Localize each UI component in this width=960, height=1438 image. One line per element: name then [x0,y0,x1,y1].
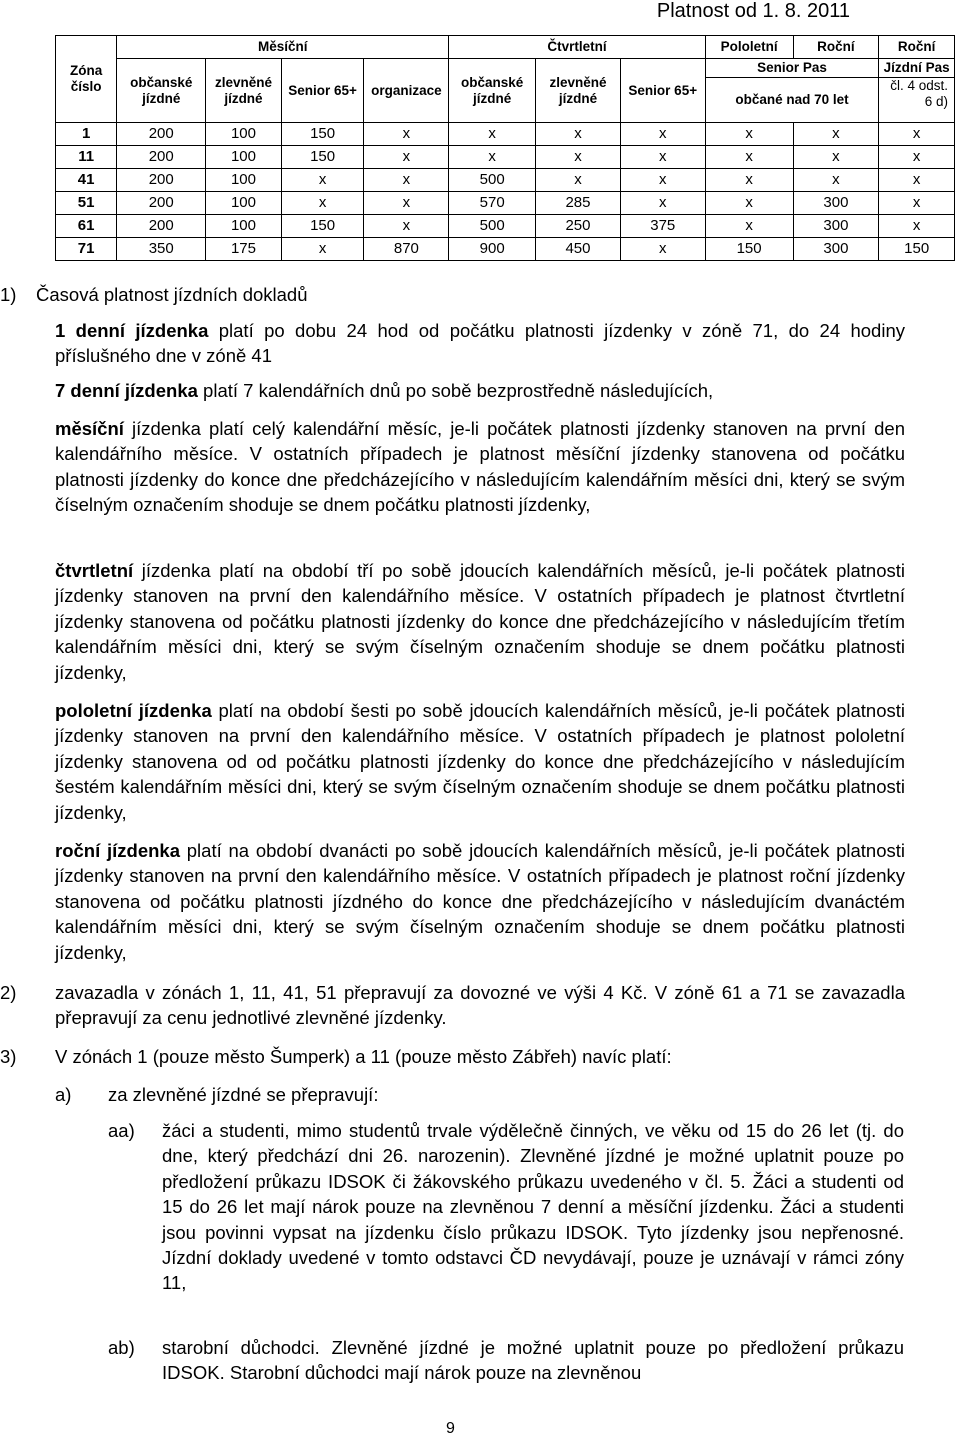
price-cell: 500 [449,169,536,192]
day-ticket-paragraph [55,318,905,369]
zone-cell: 11 [56,146,117,169]
section-1-number: 1) [0,284,17,305]
table-row [56,215,955,238]
section-1-title: Časová platnost jízdních dokladů [36,284,308,305]
price-cell: 100 [206,123,282,146]
zone-cell: 1 [56,123,117,146]
price-cell: x [705,192,793,215]
price-cell: x [281,238,364,261]
price-cell: x [620,192,705,215]
quarterly-ticket-term: čtvrtletní [55,560,134,581]
zone-header: Zóna číslo [56,36,117,123]
price-cell: 570 [449,192,536,215]
price-cell: x [364,169,449,192]
price-cell: x [879,169,955,192]
price-cell: x [620,123,705,146]
price-cell: 350 [117,238,206,261]
price-cell: 500 [449,215,536,238]
price-cell: x [364,215,449,238]
price-cell: 300 [793,215,879,238]
tariff-table [55,35,955,261]
price-cell: 150 [281,146,364,169]
zone-cell: 61 [56,215,117,238]
price-cell: x [879,192,955,215]
price-cell: x [879,123,955,146]
price-cell: 100 [206,146,282,169]
yearly-header: Roční [793,36,879,59]
day-ticket-text: platí po dobu 24 hod od počátku platnosti jízdenky v zóně 71, do 24 hodiny příslušného dne v zóně 41 [55,320,905,367]
monthly-ticket-paragraph [55,416,905,518]
price-cell: 285 [536,192,621,215]
m-org-header: organizace [364,59,449,123]
halfyear-ticket-paragraph [55,698,905,825]
halfyear-header: Pololetní [705,36,793,59]
halfyear-ticket-term: pololetní jízdenka [55,700,212,721]
price-cell: x [281,169,364,192]
price-cell: x [364,123,449,146]
price-cell: x [281,192,364,215]
table-row [56,192,955,215]
table-sub-header-row [56,59,955,78]
day-ticket-term: 1 denní jízdenka [55,320,209,341]
price-cell: x [705,215,793,238]
section-1-heading [0,282,308,307]
page-number: 9 [446,1420,455,1437]
price-cell: x [536,146,621,169]
item-aa-text: žáci a studenti, mimo studentů trvale výdělečně činných, ve věku od 15 do 26 let (tj. do dne, který předchází dni 26. narozenin). Zlevněné jízdné je možné uplatnit pouze po předložení průkazu IDSOK či žákovského průkazu uvedeného v čl. 5. Žáci a studenti od 15 do 26 let mají nárok pouze na zlevněnou 7 denní a měsíční jízdenku. Žáci a studenti jsou povinni vypsat na jízdenku číslo průkazu IDSOK. Tyto jízdenky jsou nepřenosné. Jízdní doklady uvedené v tomto odstavci ČD nevydávají, pouze je uznávají v rámci zóny 11, [162,1120,904,1294]
price-cell: x [364,192,449,215]
quarterly-header: Čtvrtletní [449,36,705,59]
price-cell: x [705,169,793,192]
item-a-text: za zlevněné jízdné se přepravují: [108,1084,379,1105]
price-cell: x [793,169,879,192]
quarterly-ticket-text: jízdenka platí na období tří po sobě jdoucích kalendářních měsíců, je-li počátek platnosti jízdenky stanoven na první den kalendářního měsíce. V ostatních případech je platnost čtvrtletní jízdenky stanovena od počátku platnosti jízdenky do konce dne předcházejícího v následujícím třetím kalendářním měsíci dni, který se svým číselným označením shoduje se dnem počátku platnosti jízdenky, [55,560,905,683]
price-cell: x [879,215,955,238]
yearly-ticket-text: platí na období dvanácti po sobě jdoucích kalendářních měsíců, je-li počátek platnosti jízdenky stanoven na první den kalendářního měsíce. V ostatních případech je platnost roční jízdenky stanovena od počátku platnosti jízdného do konce dne předcházejícího v následujícím dvanáctém kalendářním měsíci dni, který se svým číselným označením shoduje se dnem počátku platnosti jízdenky, [55,840,905,963]
table-row [56,238,955,261]
quarterly-ticket-paragraph [55,558,905,685]
validity-date: Platnost od 1. 8. 2011 [656,0,850,22]
item-ab-number: ab) [108,1337,135,1358]
halfyear-ticket-text: platí na období šesti po sobě jdoucích kalendářních měsíců, je-li počátek platnosti jízdenky stanoven na první den kalendářního měsíce. V ostatních případech je platnost pololetní jízdenky stanovena od od počátku platnosti jízdenky do konce dne předcházejícího v následujícím šestém kalendářním měsíci dni, který se svým číselným označením shoduje se dnem počátku platnosti jízdenky, [55,700,905,823]
week-ticket-paragraph [55,378,905,403]
price-cell: 375 [620,215,705,238]
price-cell: 300 [793,192,879,215]
m-citizen-header: občanské jízdné [117,59,206,123]
price-cell: 870 [364,238,449,261]
price-cell: x [536,123,621,146]
price-cell: x [449,146,536,169]
price-cell: x [536,169,621,192]
price-cell: x [879,146,955,169]
price-cell: x [793,146,879,169]
table-row [56,123,955,146]
price-cell: 300 [793,238,879,261]
price-cell: 200 [117,146,206,169]
q-citizen-header: občanské jízdné [449,59,536,123]
zone-cell: 41 [56,169,117,192]
price-cell: 200 [117,215,206,238]
price-cell: 900 [449,238,536,261]
article-note: čl. 4 odst. 6 d) [879,78,955,123]
section-2-number: 2) [0,982,17,1003]
zone-cell: 71 [56,238,117,261]
price-cell: x [620,146,705,169]
yearly-ticket-paragraph [55,838,905,965]
item-ab-text: starobní důchodci. Zlevněné jízdné je možné uplatnit pouze po předložení průkazu IDSOK. Starobní důchodci mají nárok pouze na zlevněnou [162,1337,904,1384]
item-a-number: a) [55,1084,72,1105]
q-reduced-header: zlevněné jízdné [536,59,621,123]
price-cell: 200 [117,123,206,146]
table-row [56,169,955,192]
section-3-number: 3) [0,1046,17,1067]
price-cell: x [364,146,449,169]
price-cell: 150 [705,238,793,261]
table-row [56,146,955,169]
price-cell: x [705,123,793,146]
zone-cell: 51 [56,192,117,215]
price-cell: 175 [206,238,282,261]
price-cell: 450 [536,238,621,261]
price-cell: 250 [536,215,621,238]
q-senior-header: Senior 65+ [620,59,705,123]
price-cell: 150 [281,123,364,146]
price-cell: 200 [117,169,206,192]
section-3-text: V zónách 1 (pouze město Šumperk) a 11 (pouze město Zábřeh) navíc platí: [55,1046,672,1067]
price-cell: 100 [206,169,282,192]
yearly-pass-header: Roční [879,36,955,59]
m-reduced-header: zlevněné jízdné [206,59,282,123]
item-aa-number: aa) [108,1120,135,1141]
jizdni-pas-header: Jízdní Pas [879,59,955,78]
price-cell: 200 [117,192,206,215]
senior-pas-header: Senior Pas [705,59,879,78]
price-cell: x [449,123,536,146]
week-ticket-term: 7 denní jízdenka [55,380,198,401]
price-cell: x [793,123,879,146]
monthly-header: Měsíční [117,36,449,59]
section-2-text: zavazadla v zónách 1, 11, 41, 51 přepravují za dovozné ve výši 4 Kč. V zóně 61 a 71 se zavazadla přepravují za cenu jednotlivé zlevněné jízdenky. [55,982,905,1029]
price-cell: 150 [281,215,364,238]
price-cell: x [620,238,705,261]
price-cell: x [705,146,793,169]
m-senior-header: Senior 65+ [281,59,364,123]
senior-pas-sub-header: občané nad 70 let [705,78,879,123]
price-cell: 100 [206,192,282,215]
price-cell: 150 [879,238,955,261]
monthly-ticket-text: jízdenka platí celý kalendářní měsíc, je-li počátek platnosti jízdenky stanoven na první den kalendářního měsíce. V ostatních případech je platnost měsíční jízdenky stanovena od počátku platnosti jízdenky do konce dne předcházejícího v následujícím kalendářním měsíci dni, který se svým číselným označením shoduje se dnem počátku platnosti jízdenky, [55,418,905,516]
monthly-ticket-term: měsíční [55,418,124,439]
yearly-ticket-term: roční jízdenka [55,840,180,861]
table-group-header-row [56,36,955,59]
week-ticket-text: platí 7 kalendářních dnů po sobě bezprostředně následujících, [197,380,714,401]
price-cell: 100 [206,215,282,238]
price-cell: x [620,169,705,192]
